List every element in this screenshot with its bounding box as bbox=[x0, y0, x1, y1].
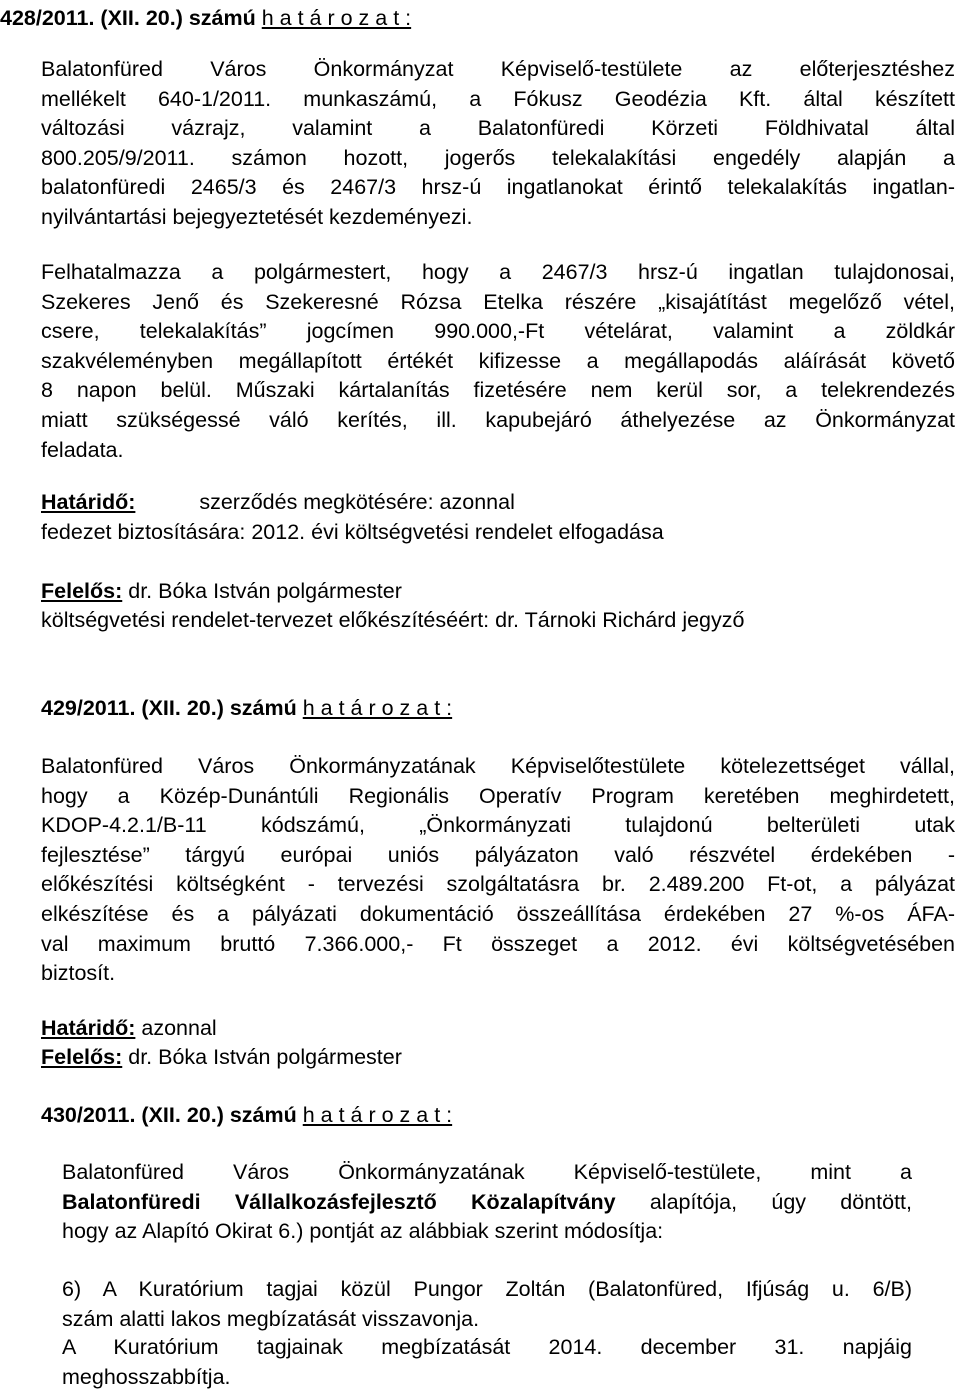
text-segment: alapítója, úgy döntött, bbox=[615, 1189, 912, 1214]
text-line: mellékelt 640-1/2011. munkaszámú, a Fókusz Geodézia Kft. által készített bbox=[41, 86, 955, 111]
foundation-name: Balatonfüredi Vállalkozásfejlesztő Közalapítvány bbox=[62, 1189, 616, 1214]
text-line: feladata. bbox=[41, 437, 124, 462]
text-line: 6) A Kuratórium tagjai közül Pungor Zoltán (Balatonfüred, Ifjúság u. 6/B) bbox=[62, 1277, 912, 1301]
resolution-428-deadline bbox=[41, 488, 515, 518]
resolution-429-heading bbox=[41, 694, 452, 724]
resolution-number: 430/2011. (XII. 20.) számú bbox=[41, 1103, 297, 1127]
deadline-label: Határidő: bbox=[41, 1016, 136, 1040]
responsible-label: Felelős: bbox=[41, 579, 123, 603]
text-line: Balatonfüred Város Önkormányzatának Képviselő-testülete, mint a bbox=[62, 1160, 912, 1184]
text-line: 8 napon belül. Műszaki kártalanítás fizetésére nem kerül sor, a telekrendezés bbox=[41, 378, 955, 403]
text-line: meghosszabbítja. bbox=[62, 1364, 231, 1389]
text-line: 800.205/9/2011. számon hozott, jogerős telekalakítási engedély alapján a bbox=[41, 145, 955, 170]
resolution-word: h a t á r o z a t : bbox=[302, 696, 453, 720]
text-line: változási vázrajz, valamint a Balatonfüredi Körzeti Földhivatal által bbox=[41, 116, 955, 141]
text-line: elkészítése és a pályázati dokumentáció összeállítása érdekében 27 %-os ÁFA- bbox=[41, 901, 955, 926]
resolution-428-responsible-line-2: költségvetési rendelet-tervezet előkészítéséért: dr. Tárnoki Richárd jegyző bbox=[41, 608, 745, 632]
text-line: A Kuratórium tagjainak megbízatását 2014. december 31. napjáig bbox=[62, 1335, 912, 1359]
resolution-430-heading bbox=[41, 1101, 452, 1131]
resolution-number: 428/2011. (XII. 20.) számú bbox=[0, 6, 256, 30]
responsible-value: dr. Bóka István polgármester bbox=[128, 579, 402, 603]
text-line: val maximum bruttó 7.366.000,- Ft összeget a 2012. évi költségvetésében bbox=[41, 931, 955, 956]
text-line: csere, telekalakítás” jogcímen 990.000,-Ft vételárat, valamint a zöldkár bbox=[41, 319, 955, 344]
text-line: Szekeres Jenő és Szekeresné Rózsa Etelka részére „kisajátítást megelőző vétel, bbox=[41, 289, 955, 314]
text-line: fejlesztése” tárgyú európai uniós pályázaton való részvétel érdekében - bbox=[41, 842, 955, 867]
resolution-number: 429/2011. (XII. 20.) számú bbox=[41, 696, 297, 720]
responsible-value: dr. Bóka István polgármester bbox=[128, 1045, 402, 1069]
resolution-429-deadline bbox=[41, 1014, 217, 1044]
resolution-430-paragraph-3 bbox=[62, 1333, 912, 1392]
resolution-428-paragraph-2 bbox=[41, 258, 955, 465]
text-line: nyilvántartási bejegyeztetését kezdeményezi. bbox=[41, 204, 473, 229]
text-line: KDOP-4.2.1/B-11 kódszámú, „Önkormányzati tulajdonú belterületi utak bbox=[41, 813, 955, 838]
text-line: balatonfüredi 2465/3 és 2467/3 hrsz-ú ingatlanokat érintő telekalakítás ingatlan- bbox=[41, 175, 955, 200]
text-line: előkészítési költségként - tervezési szolgáltatásra br. 2.489.200 Ft-ot, a pályázat bbox=[41, 872, 955, 897]
resolution-word: h a t á r o z a t : bbox=[261, 6, 412, 30]
resolution-429-responsible bbox=[41, 1043, 402, 1073]
resolution-428-deadline-line-2: fedezet biztosítására: 2012. évi költségvetési rendelet elfogadása bbox=[41, 520, 664, 544]
text-line: biztosít. bbox=[41, 961, 116, 986]
resolution-428-responsible bbox=[41, 577, 402, 607]
deadline-label: Határidő: bbox=[41, 490, 136, 514]
text-line: szám alatti lakos megbízatását visszavonja. bbox=[62, 1306, 480, 1331]
text-line: szakvéleményben megállapított értékét kifizesse a megállapodás aláírását követő bbox=[41, 348, 955, 373]
text-line: miatt szükségessé váló kerítés, ill. kapubejáró áthelyezése az Önkormányzat bbox=[41, 407, 955, 432]
responsible-label: Felelős: bbox=[41, 1045, 123, 1069]
text-line: Balatonfüred Város Önkormányzat Képviselő-testülete az előterjesztéshez bbox=[41, 57, 955, 81]
resolution-430-paragraph-2 bbox=[62, 1275, 912, 1334]
resolution-428-heading bbox=[0, 4, 411, 34]
deadline-value: szerződés megkötésére: azonnal bbox=[199, 490, 515, 514]
resolution-429-paragraph-1 bbox=[41, 752, 955, 989]
text-line: Balatonfüred Város Önkormányzatának Képviselőtestülete kötelezettséget vállal, bbox=[41, 754, 955, 778]
deadline-value: azonnal bbox=[141, 1016, 217, 1040]
text-line: hogy az Alapító Okirat 6.) pontját az alábbiak szerint módosítja: bbox=[62, 1219, 664, 1244]
resolution-430-paragraph-1 bbox=[62, 1158, 912, 1247]
text-line: Felhatalmazza a polgármestert, hogy a 2467/3 hrsz-ú ingatlan tulajdonosai, bbox=[41, 260, 955, 284]
resolution-428-paragraph-1 bbox=[41, 55, 955, 233]
text-line bbox=[62, 1188, 912, 1218]
resolution-word: h a t á r o z a t : bbox=[302, 1103, 453, 1127]
text-line: hogy a Közép-Dunántúli Regionális Operatív Program keretében meghirdetett, bbox=[41, 783, 955, 808]
